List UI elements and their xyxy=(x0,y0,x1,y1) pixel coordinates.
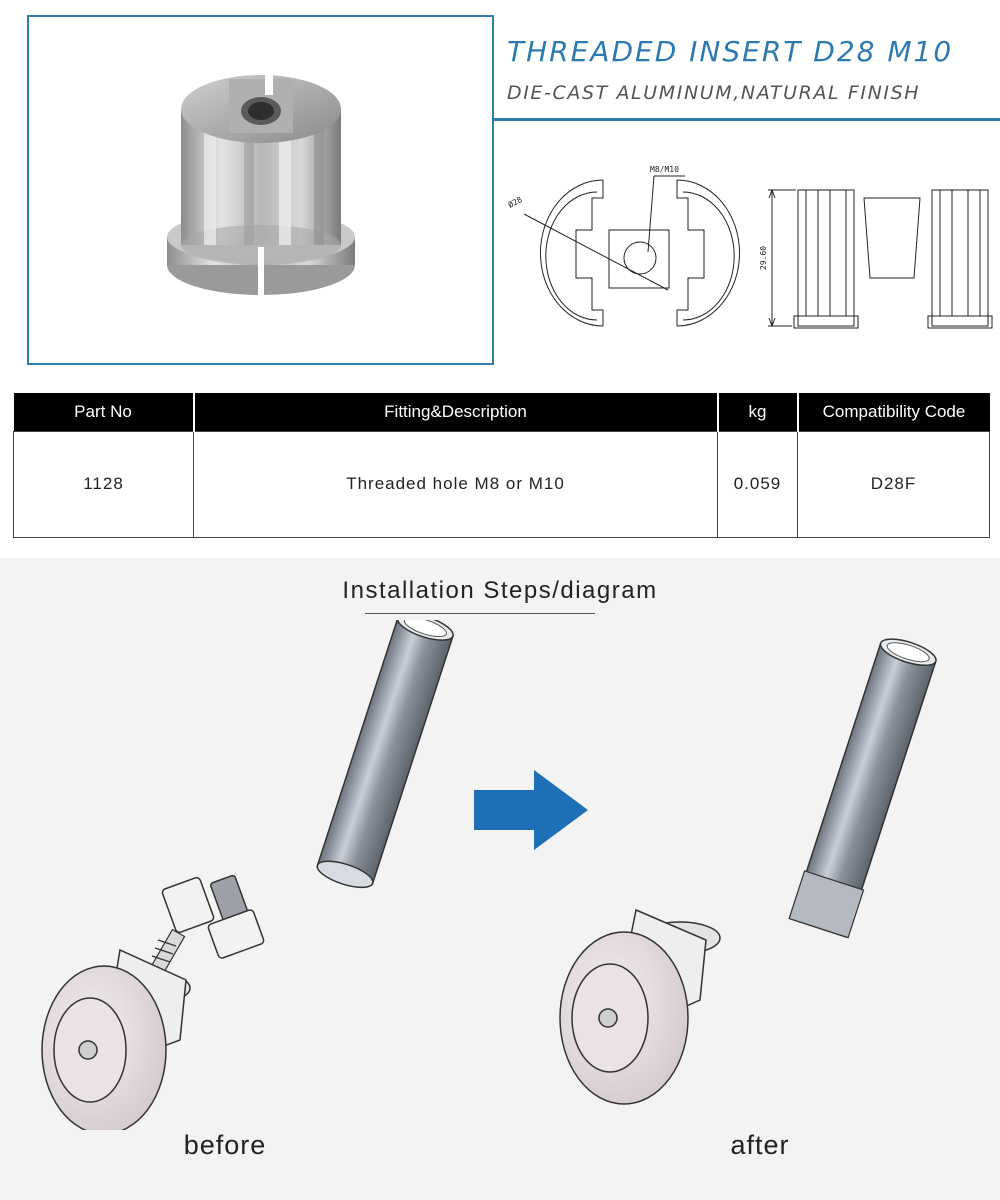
product-photo-frame xyxy=(27,15,494,365)
table-row xyxy=(14,431,990,537)
installation-diagram xyxy=(0,620,1000,1130)
cell-kg: 0.059 xyxy=(718,431,798,537)
cell-compat-code: D28F xyxy=(798,431,990,537)
product-title: THREADED INSERT D28 M10 xyxy=(507,35,954,68)
cell-part-no: 1128 xyxy=(14,431,194,537)
thread-label: M8/M10 xyxy=(650,165,679,174)
before-label: before xyxy=(183,1130,267,1160)
header-compat-code: Compatibility Code xyxy=(798,393,990,431)
header-part-no: Part No xyxy=(14,393,194,431)
after-label: after xyxy=(730,1130,790,1160)
diameter-label: Ø28 xyxy=(506,195,524,210)
header-description: Fitting&Description xyxy=(194,393,718,431)
spec-table xyxy=(13,393,990,538)
before-assembly-icon xyxy=(42,620,456,1130)
table-header-row xyxy=(14,393,990,431)
arrow-right-icon xyxy=(474,770,588,850)
title-divider xyxy=(494,118,1000,121)
installation-title: Installation Steps/diagram xyxy=(342,577,658,604)
header-kg: kg xyxy=(718,393,798,431)
threaded-insert-photo-icon xyxy=(29,17,492,363)
after-assembly-icon xyxy=(560,633,941,1104)
installation-title-underline xyxy=(365,613,595,614)
height-label: 29.60 xyxy=(759,245,768,270)
cell-description: Threaded hole M8 or M10 xyxy=(194,431,718,537)
product-subtitle: DIE-CAST ALUMINUM,NATURAL FINISH xyxy=(507,82,921,104)
technical-drawing xyxy=(500,150,1000,340)
